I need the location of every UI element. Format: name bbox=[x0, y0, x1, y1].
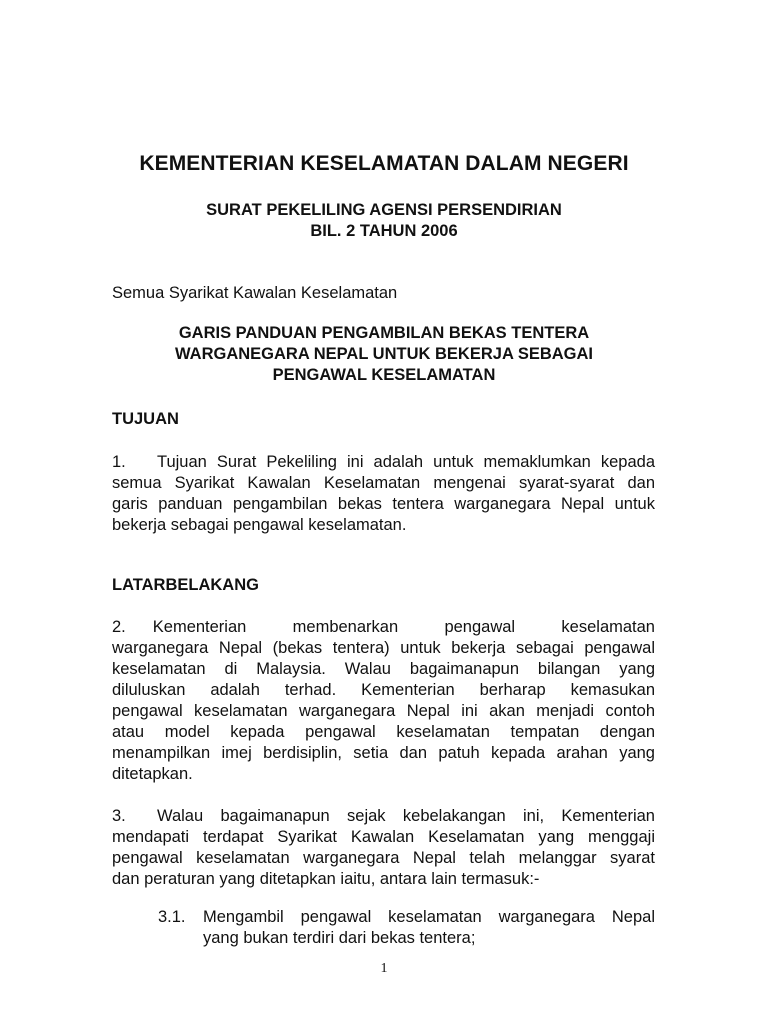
subject-heading bbox=[0, 323, 768, 386]
ministry-heading: KEMENTERIAN KESELAMATAN DALAM NEGERI bbox=[139, 152, 629, 175]
paragraph-text: Tujuan Surat Pekeliling ini adalah untuk memaklumkan kepada bbox=[157, 453, 655, 471]
subject-line: WARGANEGARA NEPAL UNTUK BEKERJA SEBAGAI bbox=[174, 345, 594, 363]
paragraph-line: dan peraturan yang ditetapkan iaitu, antara lain termasuk:- bbox=[112, 870, 540, 888]
paragraph-1 bbox=[112, 452, 655, 536]
paragraph-line bbox=[112, 452, 655, 473]
paragraph-line: menampilkan imej berdisiplin, setia dan patuh kepada arahan yang bbox=[112, 744, 655, 762]
page-number: 1 bbox=[380, 961, 388, 976]
subject-line: PENGAWAL KESELAMATAN bbox=[272, 366, 496, 384]
paragraph-line: pengawal keselamatan warganegara Nepal telah melanggar syarat bbox=[112, 849, 655, 867]
paragraph-line: ditetapkan. bbox=[112, 765, 193, 783]
paragraph-line: diluluskan adalah terhad. Kementerian berharap kemasukan bbox=[112, 681, 655, 699]
paragraph-line bbox=[112, 806, 655, 827]
section-title-tujuan: TUJUAN bbox=[112, 410, 179, 428]
paragraph-line: atau model kepada pengawal keselamatan tempatan dengan bbox=[112, 723, 655, 741]
list-item-body bbox=[203, 907, 655, 949]
paragraph-text: Walau bagaimanapun sejak kebelakangan ini, Kementerian bbox=[157, 807, 655, 825]
list-item-line: yang bukan terdiri dari bekas tentera; bbox=[203, 929, 476, 947]
paragraph-number: 2. bbox=[112, 618, 126, 636]
paragraph-line: bekerja sebagai pengawal keselamatan. bbox=[112, 516, 407, 534]
paragraph-2 bbox=[112, 617, 655, 785]
circular-number: BIL. 2 TAHUN 2006 bbox=[310, 222, 458, 240]
paragraph-line: mendapati terdapat Syarikat Kawalan Keselamatan yang menggaji bbox=[112, 828, 655, 846]
paragraph-line: keselamatan di Malaysia. Walau bagaimanapun bilangan yang bbox=[112, 660, 655, 678]
paragraph-3 bbox=[112, 806, 655, 890]
recipient-line: Semua Syarikat Kawalan Keselamatan bbox=[112, 284, 398, 302]
list-item-line: Mengambil pengawal keselamatan warganegara Nepal bbox=[203, 908, 655, 926]
subject-line: GARIS PANDUAN PENGAMBILAN BEKAS TENTERA bbox=[178, 324, 590, 342]
paragraph-text: Kementerian membenarkan pengawal keselamatan bbox=[152, 618, 655, 636]
paragraph-line: semua Syarikat Kawalan Keselamatan mengenai syarat-syarat dan bbox=[112, 474, 655, 492]
paragraph-line: garis panduan pengambilan bekas tentera warganegara Nepal untuk bbox=[112, 495, 655, 513]
paragraph-line: pengawal keselamatan warganegara Nepal ini akan menjadi contoh bbox=[112, 702, 655, 720]
circular-title: SURAT PEKELILING AGENSI PERSENDIRIAN bbox=[206, 201, 562, 219]
paragraph-number: 3. bbox=[112, 807, 126, 825]
section-title-latarbelakang: LATARBELAKANG bbox=[112, 576, 259, 594]
paragraph-line bbox=[112, 617, 655, 638]
paragraph-line: warganegara Nepal (bekas tentera) untuk bekerja sebagai pengawal bbox=[112, 639, 655, 657]
list-item-3-1 bbox=[158, 907, 655, 949]
list-item-number: 3.1. bbox=[158, 908, 186, 926]
paragraph-number: 1. bbox=[112, 453, 126, 471]
